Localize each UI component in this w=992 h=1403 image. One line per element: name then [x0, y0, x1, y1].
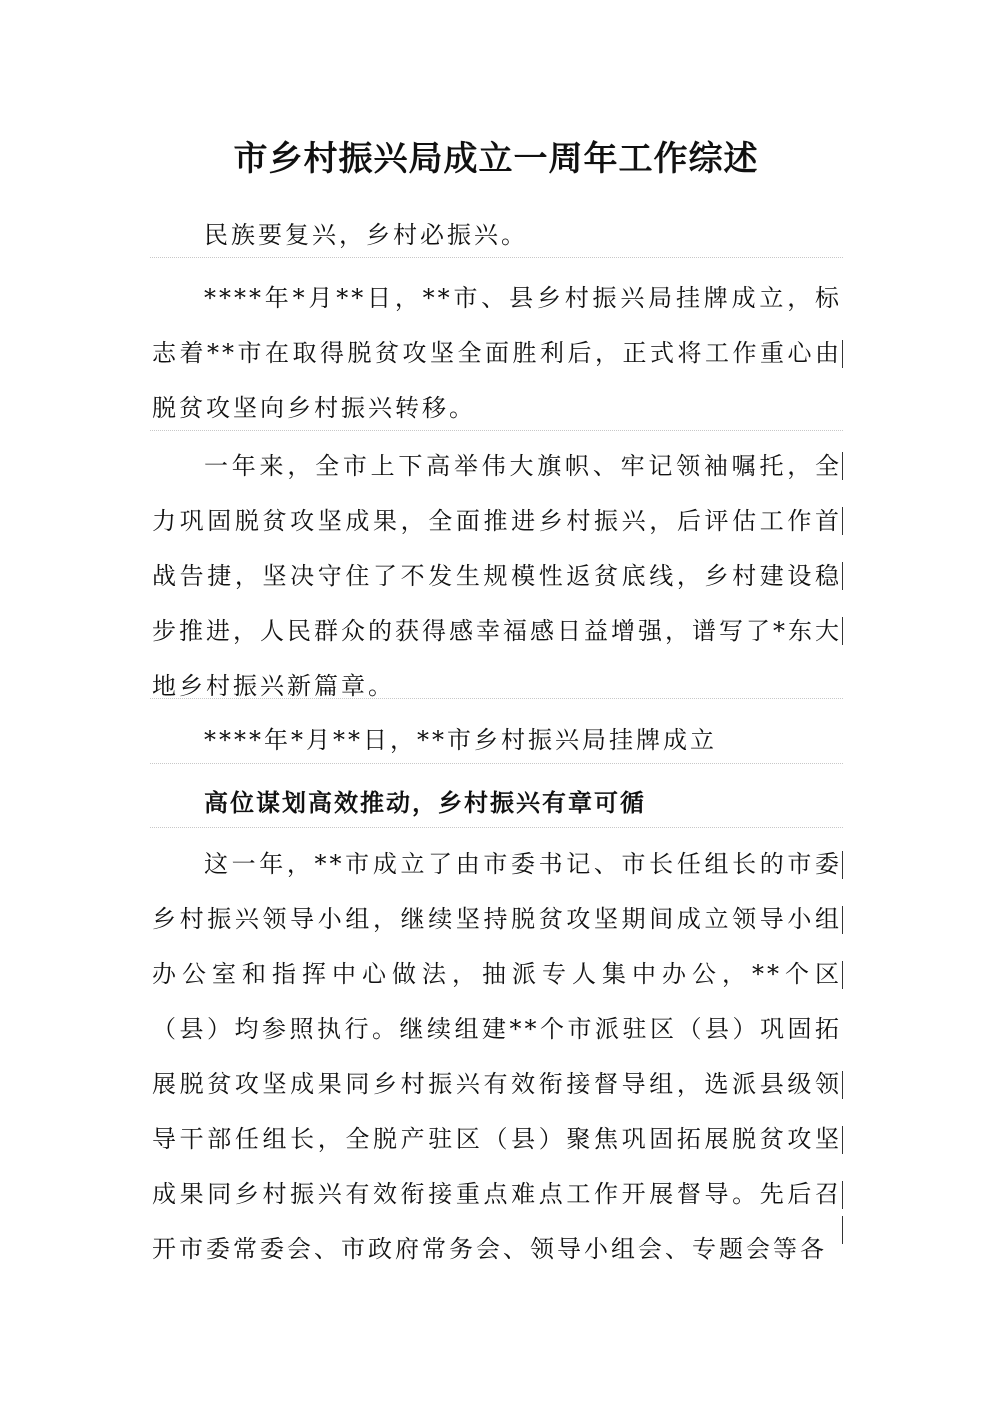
paragraph-achievements: 一年来，全市上下高举伟大旗帜、牢记领袖嘱托，全力巩固脱贫攻坚成果，全面推进乡村振兴，后评估工作首战告捷，坚决守住了不发生规模性返贫底线，乡村建设稳步推进，人民群众的获得感幸福感日益增强，谱写了*东大地乡村振兴新篇章。 — [152, 452, 842, 700]
line-end-mark — [842, 906, 843, 934]
line-end-mark — [842, 1126, 843, 1154]
image-caption: ****年*月**日，**市乡村振兴局挂牌成立 — [204, 726, 717, 754]
paragraph-opening: 民族要复兴，乡村必振兴。 — [204, 221, 528, 249]
line-end-mark — [842, 961, 843, 989]
section-heading: 高位谋划高效推动，乡村振兴有章可循 — [204, 789, 646, 817]
line-end-mark — [842, 340, 843, 368]
document-title: 市乡村振兴局成立一周年工作综述 — [233, 139, 759, 179]
line-end-mark — [842, 1071, 843, 1099]
line-end-mark — [842, 507, 843, 535]
paragraph-founding: ****年*月**日，**市、县乡村振兴局挂牌成立，标志着**市在取得脱贫攻坚全面胜利后，正式将工作重心由脱贫攻坚向乡村振兴转移。 — [152, 284, 842, 422]
separator — [150, 257, 843, 258]
line-end-mark — [842, 452, 843, 480]
line-end-mark — [842, 851, 843, 879]
separator — [150, 430, 843, 431]
separator — [150, 763, 843, 764]
separator — [150, 827, 843, 828]
line-end-mark — [842, 1216, 843, 1244]
line-end-mark — [842, 617, 843, 645]
line-end-mark — [842, 562, 843, 590]
line-end-mark — [842, 1181, 843, 1209]
separator — [150, 698, 843, 699]
paragraph-leadership: 这一年，**市成立了由市委书记、市长任组长的市委乡村振兴领导小组，继续坚持脱贫攻坚期间成立领导小组办公室和指挥中心做法，抽派专人集中办公，**个区（县）均参照执行。继续组建**个市派驻区（县）巩固拓展脱贫攻坚成果同乡村振兴有效衔接督导组，选派县级领导干部任组长，全脱产驻区（县）聚焦巩固拓展脱贫攻坚成果同乡村振兴有效衔接重点难点工作开展督导。先后召开市委常委会、市政府常务会、领导小组会、专题会等各 — [152, 850, 842, 1263]
